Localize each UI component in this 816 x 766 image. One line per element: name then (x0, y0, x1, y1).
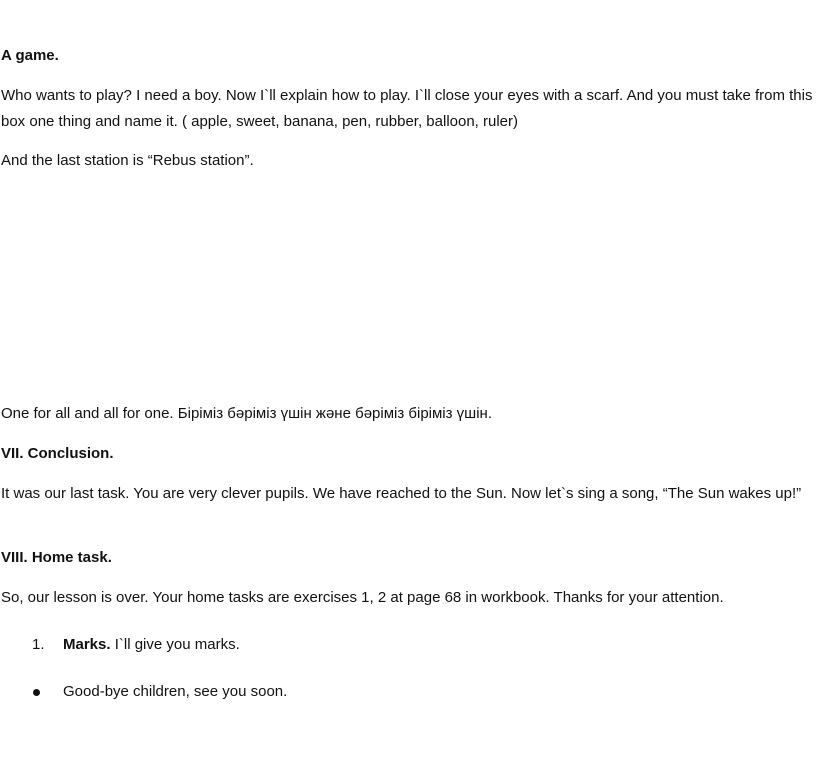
motto-text: One for all and all for one. Біріміз бәріміз үшін және бәріміз біріміз үшін. (1, 405, 493, 422)
list-number: 1. (32, 636, 45, 653)
bullet-icon (33, 689, 40, 696)
conclusion-heading: VII. Conclusion. (1, 445, 114, 462)
goodbye-text: Good-bye children, see you soon. (63, 683, 288, 700)
list-item-content (63, 632, 240, 658)
marks-text: I`ll give you marks. (110, 636, 240, 653)
last-station-text: And the last station is “Rebus station”. (1, 152, 254, 169)
list-item-goodbye (0, 679, 816, 705)
game-paragraph: Who wants to play? I need a boy. Now I`ll explain how to play. I`ll close your eyes with a scarf. And you must take from this box one thing and name it. ( apple, sweet, banana, pen, rubber, balloon, ruler) (1, 87, 813, 130)
marks-label: Marks. (63, 636, 111, 653)
home-task-heading: VIII. Home task. (1, 549, 112, 566)
list-item-marks (0, 632, 816, 658)
game-heading: A game. (1, 47, 59, 64)
home-task-paragraph: So, our lesson is over. Your home tasks are exercises 1, 2 at page 68 in workbook. Thanks for your attention. (1, 589, 724, 606)
conclusion-paragraph: It was our last task. You are very clever pupils. We have reached to the Sun. Now let`s sing a song, “The Sun wakes up!” (1, 485, 802, 502)
